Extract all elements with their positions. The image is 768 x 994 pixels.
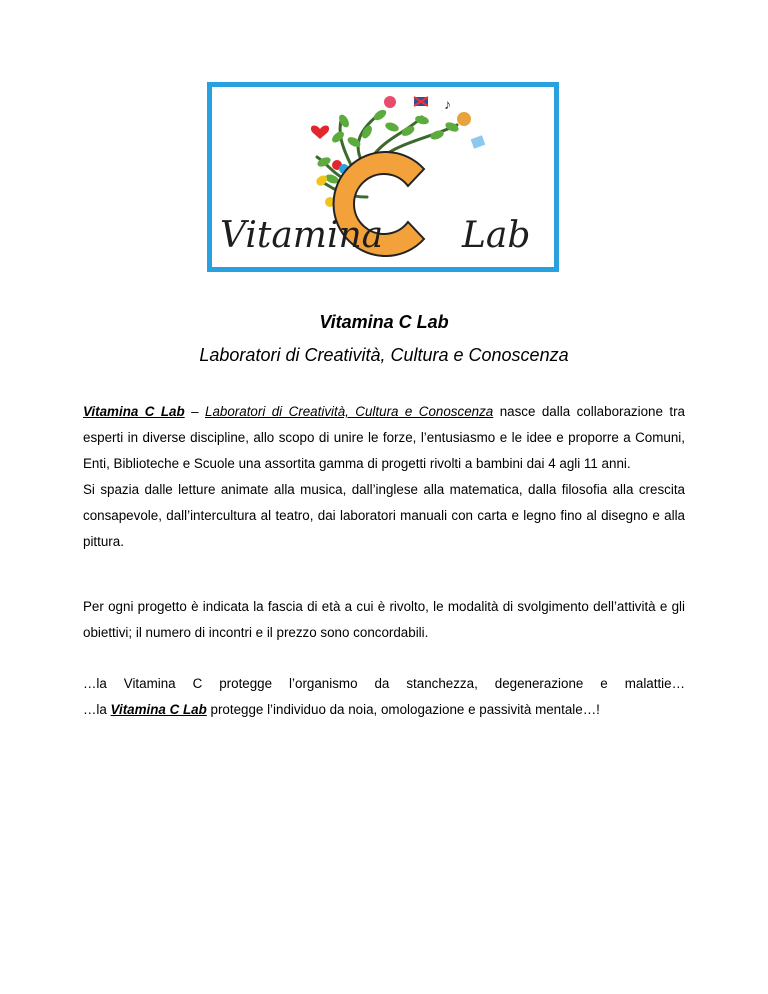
closing-paragraph — [83, 671, 685, 723]
closing-line-1: …la Vitamina C protegge l’organismo da stanchezza, degenerazione e malattie… — [83, 676, 685, 691]
intro-paragraph — [83, 399, 685, 555]
document-subtitle: Laboratori di Creatività, Cultura e Conoscenza — [199, 345, 569, 365]
logo-illustration — [212, 87, 554, 267]
music-note-icon: ♪ — [444, 96, 451, 112]
intro-dash: – — [184, 404, 205, 419]
document-title: Vitamina C Lab — [319, 312, 449, 332]
heart-icon — [311, 125, 329, 139]
closing-brand: Vitamina C Lab — [110, 702, 207, 717]
logo-word-left: Vitamina — [220, 215, 384, 256]
closing-line-2 — [83, 697, 685, 723]
palette-icon — [457, 112, 471, 126]
book-icon — [471, 135, 486, 149]
closing-line-2-pre: …la — [83, 702, 111, 717]
closing-line-2-post: protegge l’individuo da noia, omologazione e passività mentale…! — [206, 702, 600, 717]
logo — [207, 82, 559, 272]
intro-tagline: Laboratori di Creatività, Cultura e Conoscenza — [205, 404, 494, 419]
info-paragraph: Per ogni progetto è indicata la fascia di età a cui è rivolto, le modalità di svolgimento dell’attività e gli obiettivi; il numero di incontri e il prezzo sono concordabili. — [83, 599, 685, 640]
logo-word-right: Lab — [462, 215, 531, 256]
intro-rest: nasce dalla collaborazione tra esperti in diverse discipline, allo scopo di unire le forze, l’entusiasmo e le idee e proporre a Comuni, Enti, Biblioteche e Scuole una assortita gamma di progetti rivolti a bambini dai 4 agli 11 anni. — [83, 404, 686, 471]
globe-icon — [384, 96, 396, 108]
intro-brand: Vitamina C Lab — [83, 404, 185, 419]
intro-second-paragraph: Si spazia dalle letture animate alla musica, dall’inglese alla matematica, dalla filosofia alla crescita consapevole, dall’intercultura al teatro, dai laboratori manuali con carta e legno fino al disegno e alla pittura. — [83, 482, 685, 549]
